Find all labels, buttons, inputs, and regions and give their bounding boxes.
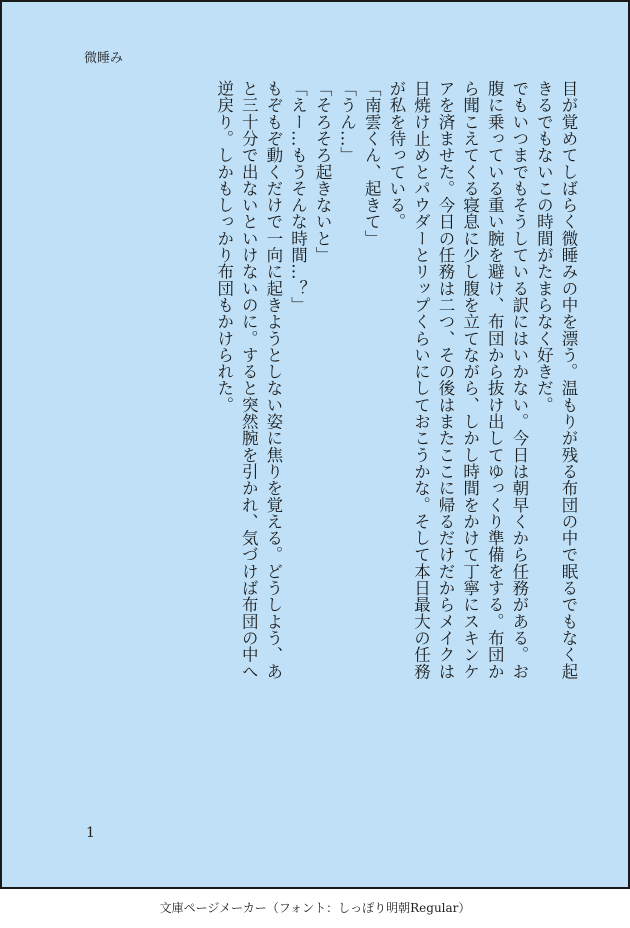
dialogue-line-2: 「うん…」 — [337, 80, 357, 164]
story-title: 微睡み — [84, 51, 124, 66]
footer-caption: 文庫ページメーカー（フォント：しっぽり明朝Regular） — [159, 901, 471, 915]
vertical-text-body — [211, 80, 580, 692]
paragraph-2: でもいつまでもそうしている訳にはいかない。今日は朝早くから任務がある。お腹に乗っている重い腕を避け、布団から抜け出してゆっくり準備をする。布団から聞こえてくる寝息に少し腹を立てながら、しかし時間をかけて丁寧にスキンケアを済ませた。今日の任務は二つ、その後はまたここに帰るだけだからメイクは日焼け止めとパウダーとリップくらいにしておこうかな。そして本日最大の任務が私を待っている。 — [386, 80, 529, 680]
dialogue-line-1: 「南雲くん、起きて」 — [362, 80, 382, 247]
page-number: 1 — [86, 825, 95, 841]
dialogue-line-3: 「そろそろ起きないと」 — [313, 80, 333, 264]
paragraph-1: 目が覚めてしばらく微睡みの中を漂う。温もりが残る布団の中で眠るでもなく起きるでもないこの時間がたまらなく好きだ。 — [534, 80, 578, 680]
dialogue-line-4: 「えー…もうそんな時間…？」 — [288, 80, 308, 314]
paragraph-3: もぞもぞ動くだけで一向に起きようとしない姿に焦りを覚える。どうしよう、あと三十分で出ないといけないのに。すると突然腕を引かれ、気づけば布団の中へ逆戻り。しかもしっかり布団もかけられた。 — [214, 80, 283, 680]
